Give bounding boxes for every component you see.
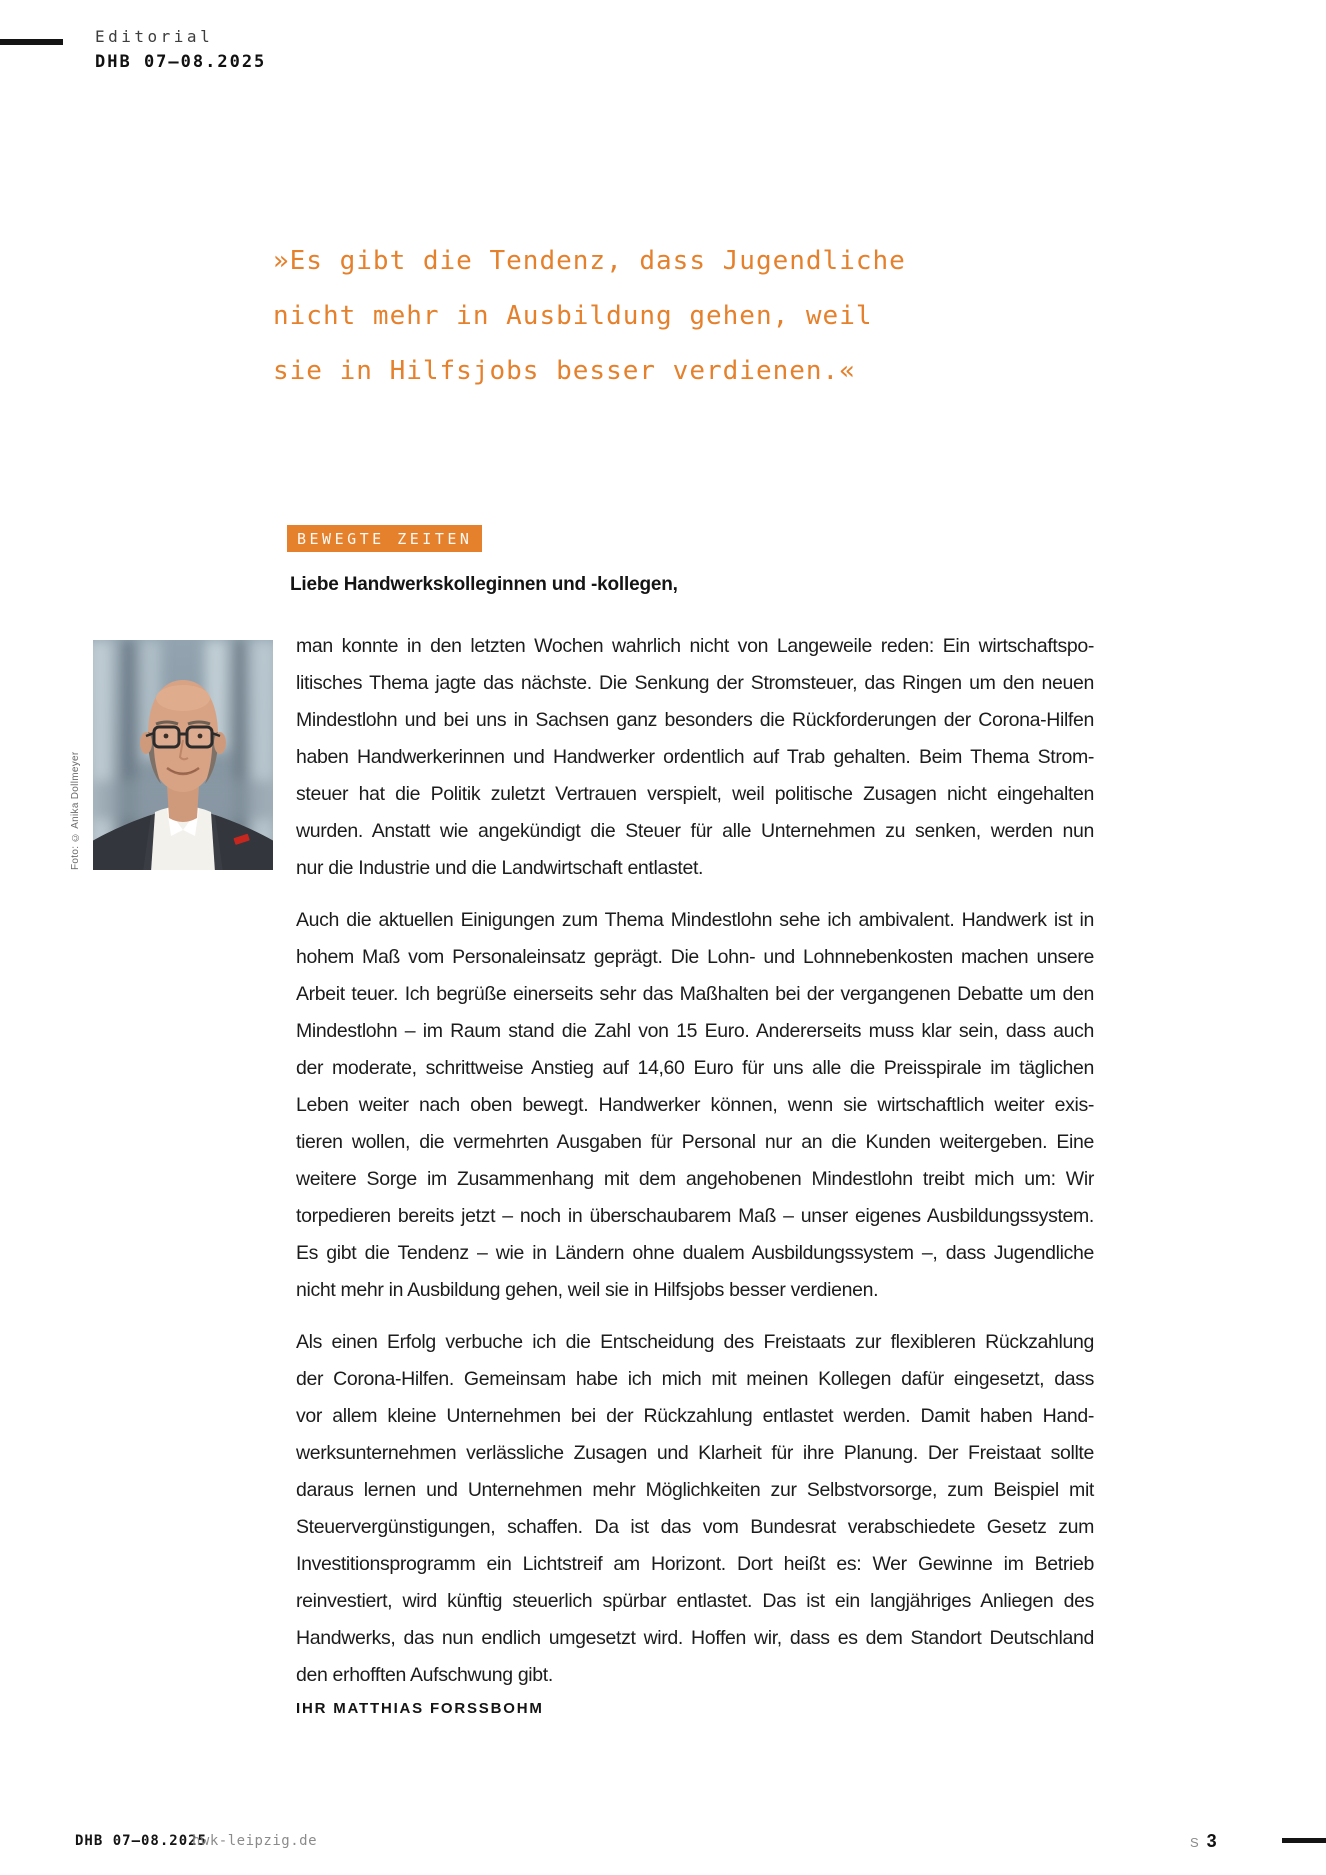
body-line: der moderate, schrittweise Anstieg auf 14,60 Euro für uns alle die Preisspirale im täglichen (296, 1057, 1094, 1079)
body-line: der Corona-Hilfen. Gemeinsam habe ich mich mit meinen Kollegen dafür eingesetzt, dass (296, 1368, 1094, 1390)
body-line: Leben weiter nach oben bewegt. Handwerker können, wenn sie wirtschaftlich weiter exis- (296, 1094, 1094, 1116)
section-title: Editorial (95, 27, 214, 46)
bottom-right-rule (1282, 1838, 1326, 1843)
body-line: weitere Sorge im Zusammenhang mit dem angehobenen Mindestlohn treibt mich um: Wir (296, 1168, 1094, 1190)
body-line: Arbeit teuer. Ich begrüße einerseits sehr das Maßhalten bei der vergangenen Debatte um den (296, 983, 1094, 1005)
footer-website-link[interactable]: hwk-leipzig.de (192, 1833, 318, 1849)
footer-issue: DHB 07–08.2025 (75, 1833, 208, 1849)
kicker-badge: BEWEGTE ZEITEN (287, 525, 482, 552)
body-line: man konnte in den letzten Wochen wahrlich nicht von Langeweile reden: Ein wirtschaftspo- (296, 635, 1094, 657)
portrait-photo (93, 640, 273, 870)
pull-quote (273, 234, 1013, 399)
salutation: Liebe Handwerkskolleginnen und -kollegen, (290, 574, 678, 595)
body-line: tieren wollen, die vermehrten Ausgaben für Personal nur an die Kunden weitergeben. Eine (296, 1131, 1094, 1153)
signature: IHR MATTHIAS FORSSBOHM (296, 1700, 544, 1717)
body-line: steuer hat die Politik zuletzt Vertrauen verspielt, weil politische Zusagen nicht eingehalten (296, 783, 1094, 805)
body-line: werksunternehmen verlässliche Zusagen und Klarheit für ihre Planung. Der Freistaat sollte (296, 1442, 1094, 1464)
pull-quote-line: nicht mehr in Ausbildung gehen, weil (273, 301, 873, 331)
article-body (296, 628, 1094, 1709)
body-line: wurden. Anstatt wie angekündigt die Steuer für alle Unternehmen zu senken, werden nun (296, 820, 1094, 842)
pull-quote-line: »Es gibt die Tendenz, dass Jugendliche (273, 246, 906, 276)
top-left-rule (0, 39, 63, 45)
body-line: nur die Industrie und die Landwirtschaft entlastet. (296, 857, 704, 879)
body-line: Es gibt die Tendenz – wie in Ländern ohne dualem Ausbildungssystem –, dass Jugendliche (296, 1242, 1094, 1264)
page-number (1190, 1831, 1217, 1852)
page-number-prefix: S (1190, 1835, 1200, 1850)
body-line: den erhofften Aufschwung gibt. (296, 1664, 553, 1686)
body-line: Mindestlohn und bei uns in Sachsen ganz besonders die Rückforderungen der Corona-Hilfen (296, 709, 1094, 731)
body-line: Als einen Erfolg verbuche ich die Entscheidung des Freistaats zur flexibleren Rückzahlung (296, 1331, 1094, 1353)
body-line: haben Handwerkerinnen und Handwerker ordentlich auf Trab gehalten. Beim Thema Strom- (296, 746, 1094, 768)
body-line: vor allem kleine Unternehmen bei der Rückzahlung entlastet werden. Damit haben Hand- (296, 1405, 1094, 1427)
body-line: Auch die aktuellen Einigungen zum Thema Mindestlohn sehe ich ambivalent. Handwerk ist in (296, 909, 1094, 931)
body-line: Investitionsprogramm ein Lichtstreif am Horizont. Dort heißt es: Wer Gewinne im Betrieb (296, 1553, 1094, 1575)
pull-quote-line: sie in Hilfsjobs besser verdienen.« (273, 356, 856, 386)
body-line: Handwerks, das nun endlich umgesetzt wird. Hoffen wir, dass es dem Standort Deutschland (296, 1627, 1094, 1649)
body-paragraph (296, 902, 1094, 1309)
page-number-value: 3 (1206, 1831, 1217, 1851)
body-line: daraus lernen und Unternehmen mehr Möglichkeiten zur Selbstvorsorge, zum Beispiel mit (296, 1479, 1094, 1501)
portrait-illustration (93, 640, 273, 870)
body-line: reinvestiert, wird künftig steuerlich spürbar entlastet. Das ist ein langjähriges Anliegen des (296, 1590, 1094, 1612)
body-line: torpedieren bereits jetzt – noch in überschaubarem Maß – unser eigenes Ausbildungssystem. (296, 1205, 1094, 1227)
issue-label: DHB 07–08.2025 (95, 52, 267, 72)
body-line: Mindestlohn – im Raum stand die Zahl von 15 Euro. Andererseits muss klar sein, dass auch (296, 1020, 1094, 1042)
body-line: nicht mehr in Ausbildung gehen, weil sie in Hilfsjobs besser verdienen. (296, 1279, 879, 1301)
photo-credit: Foto: © Anika Dollmeyer (70, 751, 81, 870)
body-paragraph (296, 1324, 1094, 1694)
body-line: Steuervergünstigungen, schaffen. Da ist das vom Bundesrat verabschiedete Gesetz zum (296, 1516, 1094, 1538)
body-line: litisches Thema jagte das nächste. Die Senkung der Stromsteuer, das Ringen um den neuen (296, 672, 1094, 694)
body-paragraph (296, 628, 1094, 887)
body-line: hohem Maß vom Personaleinsatz geprägt. Die Lohn- und Lohnnebenkosten machen unsere (296, 946, 1094, 968)
